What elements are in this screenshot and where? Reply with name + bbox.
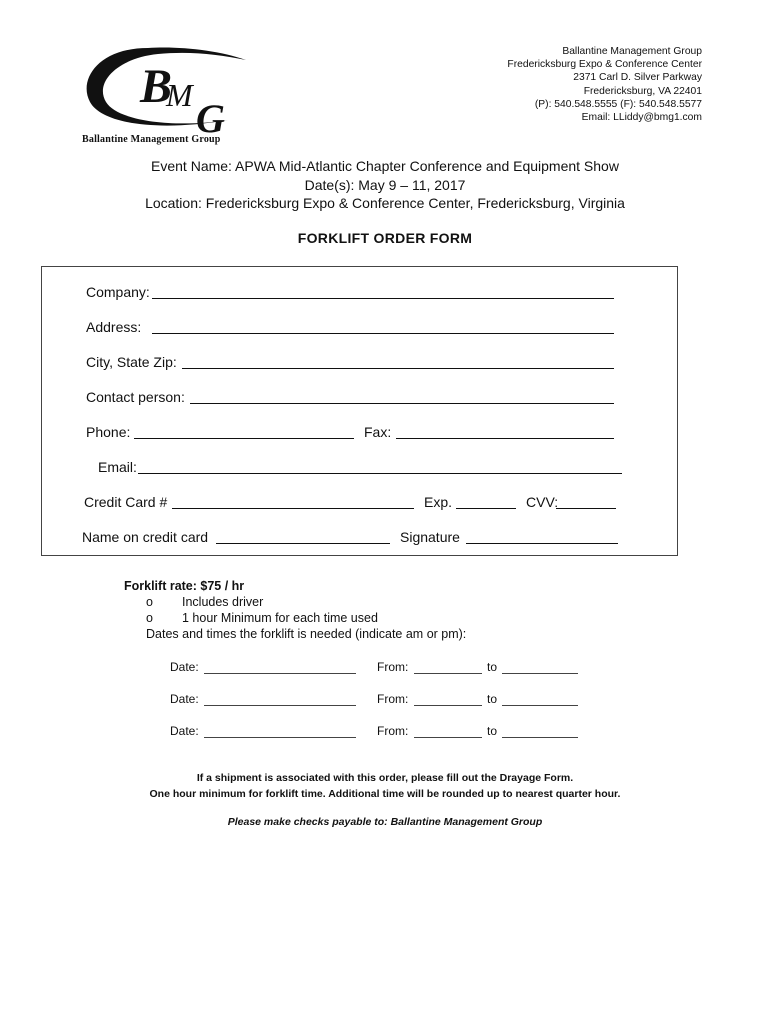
bullet-marker: o [146,611,153,625]
company-line: (P): 540.548.5555 (F): 540.548.5577 [534,98,702,110]
date-label: Date: [170,660,199,674]
date-label: Date: [170,692,199,706]
to-label: to [487,692,498,706]
logo-caption: Ballantine Management Group [82,134,221,145]
signature-field[interactable] [466,543,618,544]
fax-label: Fax: [364,424,392,440]
cvv-label: CVV: [526,494,559,510]
to-time-field[interactable] [502,705,578,706]
company-line: Email: LLiddy@bmg1.com [581,112,702,124]
checks-payable-note: Please make checks payable to: Ballantine Management Group [227,816,543,828]
credit-card-label: Credit Card # [84,494,168,510]
city-state-zip-field[interactable] [182,368,614,369]
city-state-zip-label: City, State Zip: [86,354,177,370]
phone-label: Phone: [86,424,131,440]
company-line: Fredericksburg, VA 22401 [583,85,702,97]
phone-field[interactable] [134,438,354,439]
address-field[interactable] [152,333,614,334]
contact-person-label: Contact person: [86,389,185,405]
forklift-rate: Forklift rate: $75 / hr [124,579,245,593]
email-field[interactable] [138,473,622,474]
from-label: From: [377,724,409,738]
svg-text:G: G [196,96,225,141]
svg-text:M: M [166,77,193,113]
event-location: Location: Fredericksburg Expo & Conference Center, Fredericksburg, Virginia [145,195,625,211]
date-field[interactable] [204,737,356,738]
exp-label: Exp. [424,494,453,510]
cvv-field[interactable] [556,508,616,509]
date-field[interactable] [204,705,356,706]
contact-person-field[interactable] [190,403,614,404]
bullet-marker: o [146,595,153,609]
from-time-field[interactable] [414,673,482,674]
company-field[interactable] [152,298,614,299]
from-time-field[interactable] [414,737,482,738]
company-line: 2371 Carl D. Silver Parkway [573,72,702,84]
event-dates: Date(s): May 9 – 11, 2017 [304,176,466,193]
date-field[interactable] [204,673,356,674]
minimum-note: One hour minimum for forklift time. Additional time will be rounded up to nearest quarter hour. [149,788,621,800]
company-address-block [507,45,702,124]
drayage-note: If a shipment is associated with this order, please fill out the Drayage Form. [196,772,574,784]
to-time-field[interactable] [502,673,578,674]
email-label: Email: [98,459,137,475]
to-label: to [487,724,498,738]
name-on-card-field[interactable] [216,543,390,544]
address-label: Address: [86,319,142,335]
to-label: to [487,660,498,674]
svg-text:B: B [140,60,173,113]
from-label: From: [377,692,409,706]
fax-field[interactable] [396,438,614,439]
rate-item-driver: Includes driver [182,595,264,609]
company-line: Fredericksburg Expo & Conference Center [507,59,702,71]
order-form-box [41,266,678,556]
signature-label: Signature [400,529,460,545]
exp-field[interactable] [456,508,516,509]
rate-item-minimum: 1 hour Minimum for each time used [182,611,378,625]
company-line: Ballantine Management Group [562,46,702,57]
name-on-card-label: Name on credit card [82,529,209,545]
to-time-field[interactable] [502,737,578,738]
from-label: From: [377,660,409,674]
company-label: Company: [86,284,150,300]
event-info [0,157,770,213]
date-label: Date: [170,724,199,738]
form-title: FORKLIFT ORDER FORM [297,230,473,246]
schedule-instruction: Dates and times the forklift is needed (indicate am or pm): [146,627,467,641]
from-time-field[interactable] [414,705,482,706]
event-name: Event Name: APWA Mid-Atlantic Chapter Conference and Equipment Show [151,158,619,174]
credit-card-field[interactable] [172,508,414,509]
